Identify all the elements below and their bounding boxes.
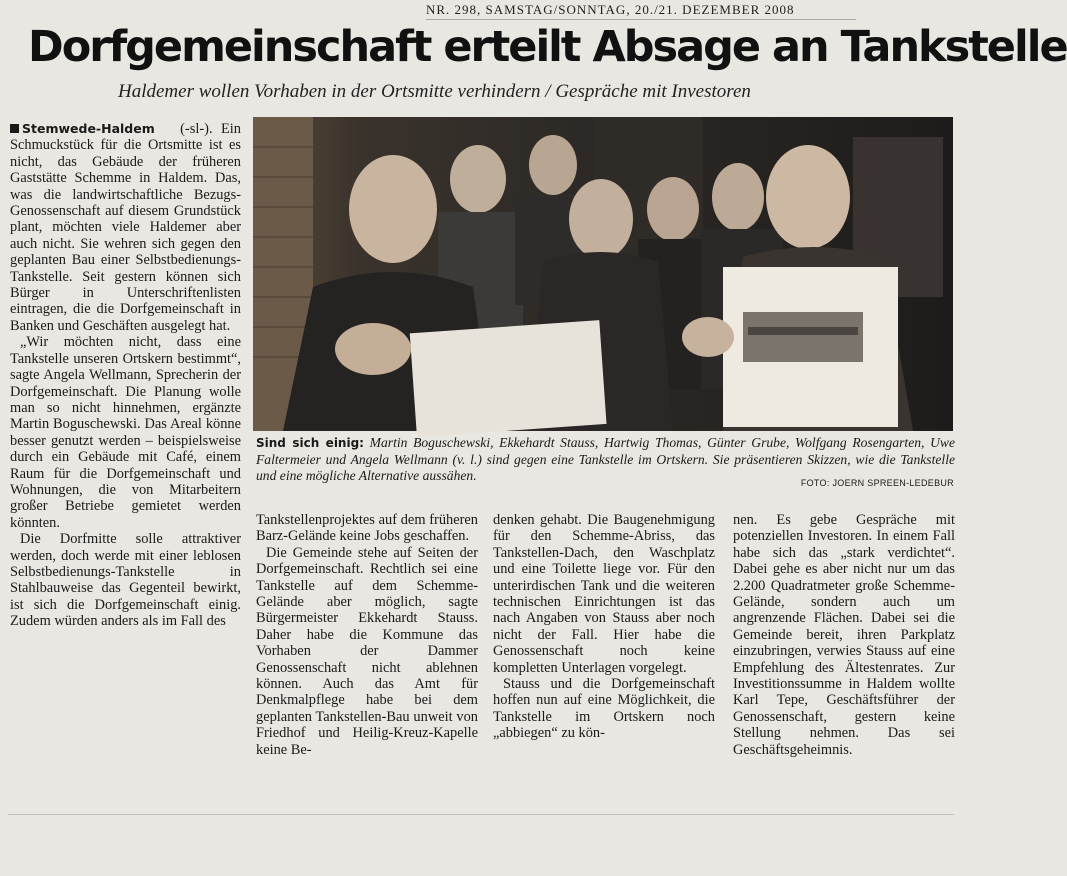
article-paragraph: „Wir möchten nicht, dass eine Tankstelle unseren Ortskern bestimmt“, sagte Angela Wellmann, Sprecherin der Dorfgemeinschaft. Die Planung wolle man so nicht hinnehmen, ergänzte Martin Boguschewski. Das Areal könne besser genutzt werden – beispielsweise durch ein Gebäude mit Café, einem Raum für die Dorfgemeinschaft und Wohnungen, die von Mitarbeitern großer Betriebe gemietet werden könnten. bbox=[10, 334, 241, 531]
byline: (-sl-). bbox=[180, 121, 213, 137]
article-text: Ein Schmuckstück für die Ortsmitte ist es nicht, das Gebäude der früheren Gaststätte Schemme in Haldem. Das, was die landwirtschaftliche Bezugs-Genossenschaft auf diesem Grundstück plant, möchten viele Haldemer aber auch nicht. Sie wehren sich gegen den geplanten Bau einer Selbstbedienungs-Tankstelle. Seit gestern können sich Bürger in Unterschriftenlisten eintragen, die die Dorfgemeinschaft in Banken und Geschäften ausgelegt hat. bbox=[10, 121, 241, 334]
article-paragraph: Stauss und die Dorfgemeinschaft hoffen nun auf eine Möglichkeit, die Tankstelle im Ortskern noch „abbiegen“ zu kön- bbox=[493, 676, 715, 742]
article-paragraph: nen. Es gebe Gespräche mit potenziellen Investoren. In einem Fall habe sich das „stark verdichtet“. Dabei gehe es aber nicht nur um das 2.200 Quadratmeter große Schemme-Gelände, sondern auch um angrenzende Flächen. Dabei sei die Gemeinde bereit, ihren Parkplatz einzubringen, verwies Stauss auf eine Empfehlung des Ältestenrates. Zur Investitionssumme in Haldem wollte Karl Tepe, Geschäftsführer der Genossenschaft, gestern keine Stellung nehmen. Das sei Geschäftsgeheimnis. bbox=[733, 512, 955, 758]
article-paragraph: denken gehabt. Die Baugenehmigung für den Schemme-Abriss, das Tankstellen-Dach, den Waschplatz und eine Toilette liege vor. Für den unterirdischen Tank und die weiteren technischen Einrichtungen ist das nach Angaben von Stauss aber noch nicht der Fall. Hier habe die Genossenschaft noch keine kompletten Unterlagen vorgelegt. bbox=[493, 512, 715, 676]
article-column-1 bbox=[10, 121, 241, 630]
page-bottom-rule bbox=[8, 814, 954, 815]
caption-lead: Sind sich einig: bbox=[256, 436, 364, 450]
dateline: Stemwede-Haldem bbox=[22, 121, 155, 136]
article-paragraph: Tankstellenprojektes auf dem früheren Barz-Gelände keine Jobs geschaffen. bbox=[256, 512, 478, 545]
subheadline: Haldemer wollen Vorhaben in der Ortsmitte verhindern / Gespräche mit Investoren bbox=[118, 81, 751, 102]
article-column-3 bbox=[493, 512, 715, 742]
article-paragraph: Die Dorfmitte solle attraktiver werden, doch werde mit einer leblosen Selbstbedienungs-Tankstelle in Stahlbauweise das Gegenteil bewirkt, ist sich die Dorfgemeinschaft einig. Zudem würden anders als im Fall des bbox=[10, 531, 241, 630]
bullet-square-icon bbox=[10, 124, 19, 133]
group-photo bbox=[253, 117, 953, 431]
headline: Dorfgemeinschaft erteilt Absage an Tankstelle bbox=[28, 22, 1067, 72]
caption-text: Martin Boguschewski, Ekkehardt Stauss, Hartwig Thomas, Günter Grube, Wolfgang Rosengarten, Uwe Faltermeier und Angela Wellmann (v. l.) sind gegen eine Tankstelle im Ortskern. Sie präsentieren Skizzen, wie die Tankstelle und eine mögliche Alternative aussähen. bbox=[256, 435, 956, 484]
issue-line: NR. 298, SAMSTAG/SONNTAG, 20./21. DEZEMBER 2008 bbox=[426, 2, 795, 17]
article-column-4 bbox=[733, 512, 955, 758]
article-paragraph: Die Gemeinde stehe auf Seiten der Dorfgemeinschaft. Rechtlich sei eine Tankstelle auf dem Schemme-Gelände aber möglich, sagte Bürgermeister Ekkehardt Stauss. Daher habe die Kommune das Vorhaben der Dammer Genossenschaft nicht ablehnen können. Auch das Amt für Denkmalpflege habe bei dem geplanten Tankstellen-Bau unweit von Friedhof und Heilig-Kreuz-Kapelle keine Be- bbox=[256, 544, 478, 758]
group-photo-illustration bbox=[253, 117, 953, 431]
article-column-2 bbox=[256, 512, 478, 758]
article-paragraph bbox=[10, 121, 241, 334]
issue-rule bbox=[426, 19, 856, 20]
photo-credit: FOTO: JOERN SPREEN-LEDEBUR bbox=[800, 478, 954, 488]
